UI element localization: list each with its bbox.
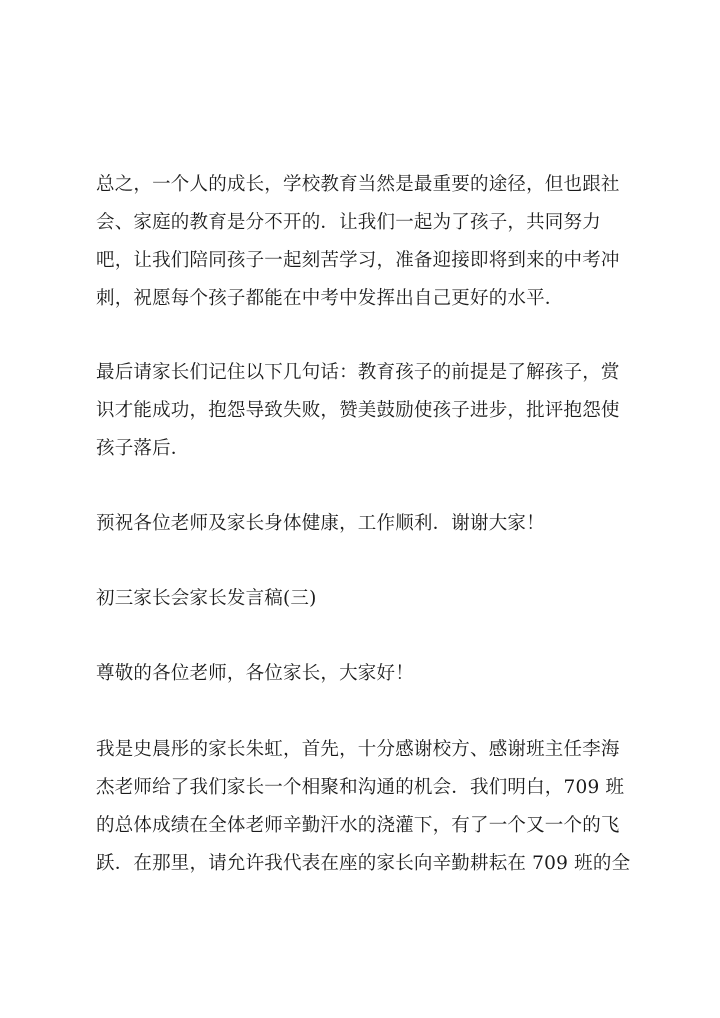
text-line: 预祝各位老师及家长身体健康，工作顺利．谢谢大家！ — [96, 513, 545, 534]
paragraph-conclusion — [96, 166, 636, 318]
text-line: 最后请家长们记住以下几句话：教育孩子的前提是了解孩子，赏 — [96, 362, 620, 383]
text-line: 孩子落后． — [96, 438, 190, 459]
paragraph-reminder — [96, 354, 636, 468]
text-line: 尊敬的各位老师，各位家长，大家好！ — [96, 663, 414, 684]
text-line: 杰老师给了我们家长一个相聚和沟通的机会．我们明白，709 班 — [96, 777, 625, 798]
text-line: 会、家庭的教育是分不开的．让我们一起为了孩子，共同努力 — [96, 212, 601, 233]
paragraph-wishes — [96, 505, 636, 543]
paragraph-greeting — [96, 655, 636, 693]
text-line: 识才能成功，抱怨导致失败，赞美鼓励使孩子进步，批评抱怨使 — [96, 400, 620, 421]
text-line: 跃．在那里，请允许我代表在座的家长向辛勤耕耘在 709 班的全 — [96, 853, 631, 874]
paragraph-introduction — [96, 731, 636, 883]
section-title — [96, 580, 636, 618]
text-line: 初三家长会家长发言稿(三) — [96, 588, 317, 609]
text-line: 的总体成绩在全体老师辛勤汗水的浇灌下，有了一个又一个的飞 — [96, 815, 620, 836]
text-line: 总之，一个人的成长，学校教育当然是最重要的途径，但也跟社 — [96, 174, 620, 195]
text-line: 吧，让我们陪同孩子一起刻苦学习，准备迎接即将到来的中考冲 — [96, 250, 620, 271]
text-line: 我是史晨彤的家长朱虹，首先，十分感谢校方、感谢班主任李海 — [96, 739, 620, 760]
text-line: 刺，祝愿每个孩子都能在中考中发挥出自己更好的水平． — [96, 288, 564, 309]
